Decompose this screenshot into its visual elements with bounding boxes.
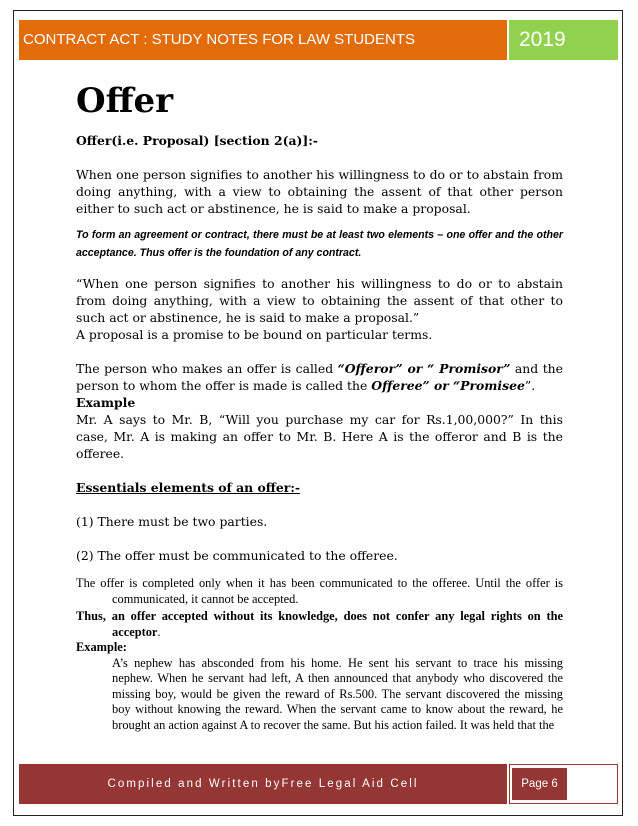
document-body [76,80,563,733]
essentials-heading: Essentials elements of an offer:- [76,480,301,495]
page-heading: Offer [76,81,174,121]
header-title: CONTRACT ACT : STUDY NOTES FOR LAW STUDENTS [19,20,507,60]
acceptor-bold-text: Thus, an offer accepted without its knowledge, does not confer any legal rights on the acceptor [76,609,563,639]
example-text: Mr. A says to Mr. B, “Will you purchase my car for Rs.1,00,000?” In this case, Mr. A is making an offer to Mr. B. Here A is the offeror and B is the offeree. [76,412,563,461]
emphasis-paragraph: To form an agreement or contract, there must be at least two elements – one offer and the other acceptance. Thus offer is the foundation of any contract. [76,229,563,259]
parties-paragraph [76,360,563,394]
footer-credit: Compiled and Written byFree Legal Aid Cell [19,764,507,804]
acceptor-end: . [157,624,161,639]
essential-item-1: (1) There must be two parties. [76,514,268,529]
example2-label: Example: [76,640,127,654]
example-label: Example [76,395,136,410]
header-year: 2019 [509,20,618,60]
offeror-term: “Offeror” or “ Promisor” [337,361,511,376]
section-subheading: Offer(i.e. Proposal) [section 2(a)]:- [76,133,318,148]
quote-paragraph: “When one person signifies to another his willingness to do or to abstain from doing anything, with a view to obtaining the assent of that other to such act or abstinence, he is said to make a proposal.” [76,276,563,325]
parties-text-1: The person who makes an offer is called [76,361,338,376]
parties-text-3: ”. [524,378,536,393]
example2-text: A’s nephew has absconded from his home. He sent his servant to trace his missing nephew. When he servant had left, A then announced that anybody who discovered the missing boy, would be given the reward of Rs.500. The servant discovered the missing boy without knowing the reward. When the servant came to know about the reward, he brought an action against A to recover the same. But his action failed. It was held that the [112,655,563,732]
definition-paragraph: When one person signifies to another his willingness to do or to abstain from doing anything, with a view to obtaining the assent of that other person either to such act or abstinence, he is said to make a proposal. [76,167,563,216]
essential-item-2: (2) The offer must be communicated to the offeree. [76,548,398,563]
parties-text-2: and the person to whom the offer is made is called the [76,361,563,393]
footer-page-number: Page 6 [512,768,567,800]
offeree-term: Offeree” or “Promisee [371,378,525,393]
communication-paragraph: The offer is completed only when it has been communicated to the offeree. Until the offer is communicated, it cannot be accepted. [76,576,563,606]
acceptor-paragraph [76,609,563,640]
proposal-paragraph: A proposal is a promise to be bound on particular terms. [76,327,433,342]
